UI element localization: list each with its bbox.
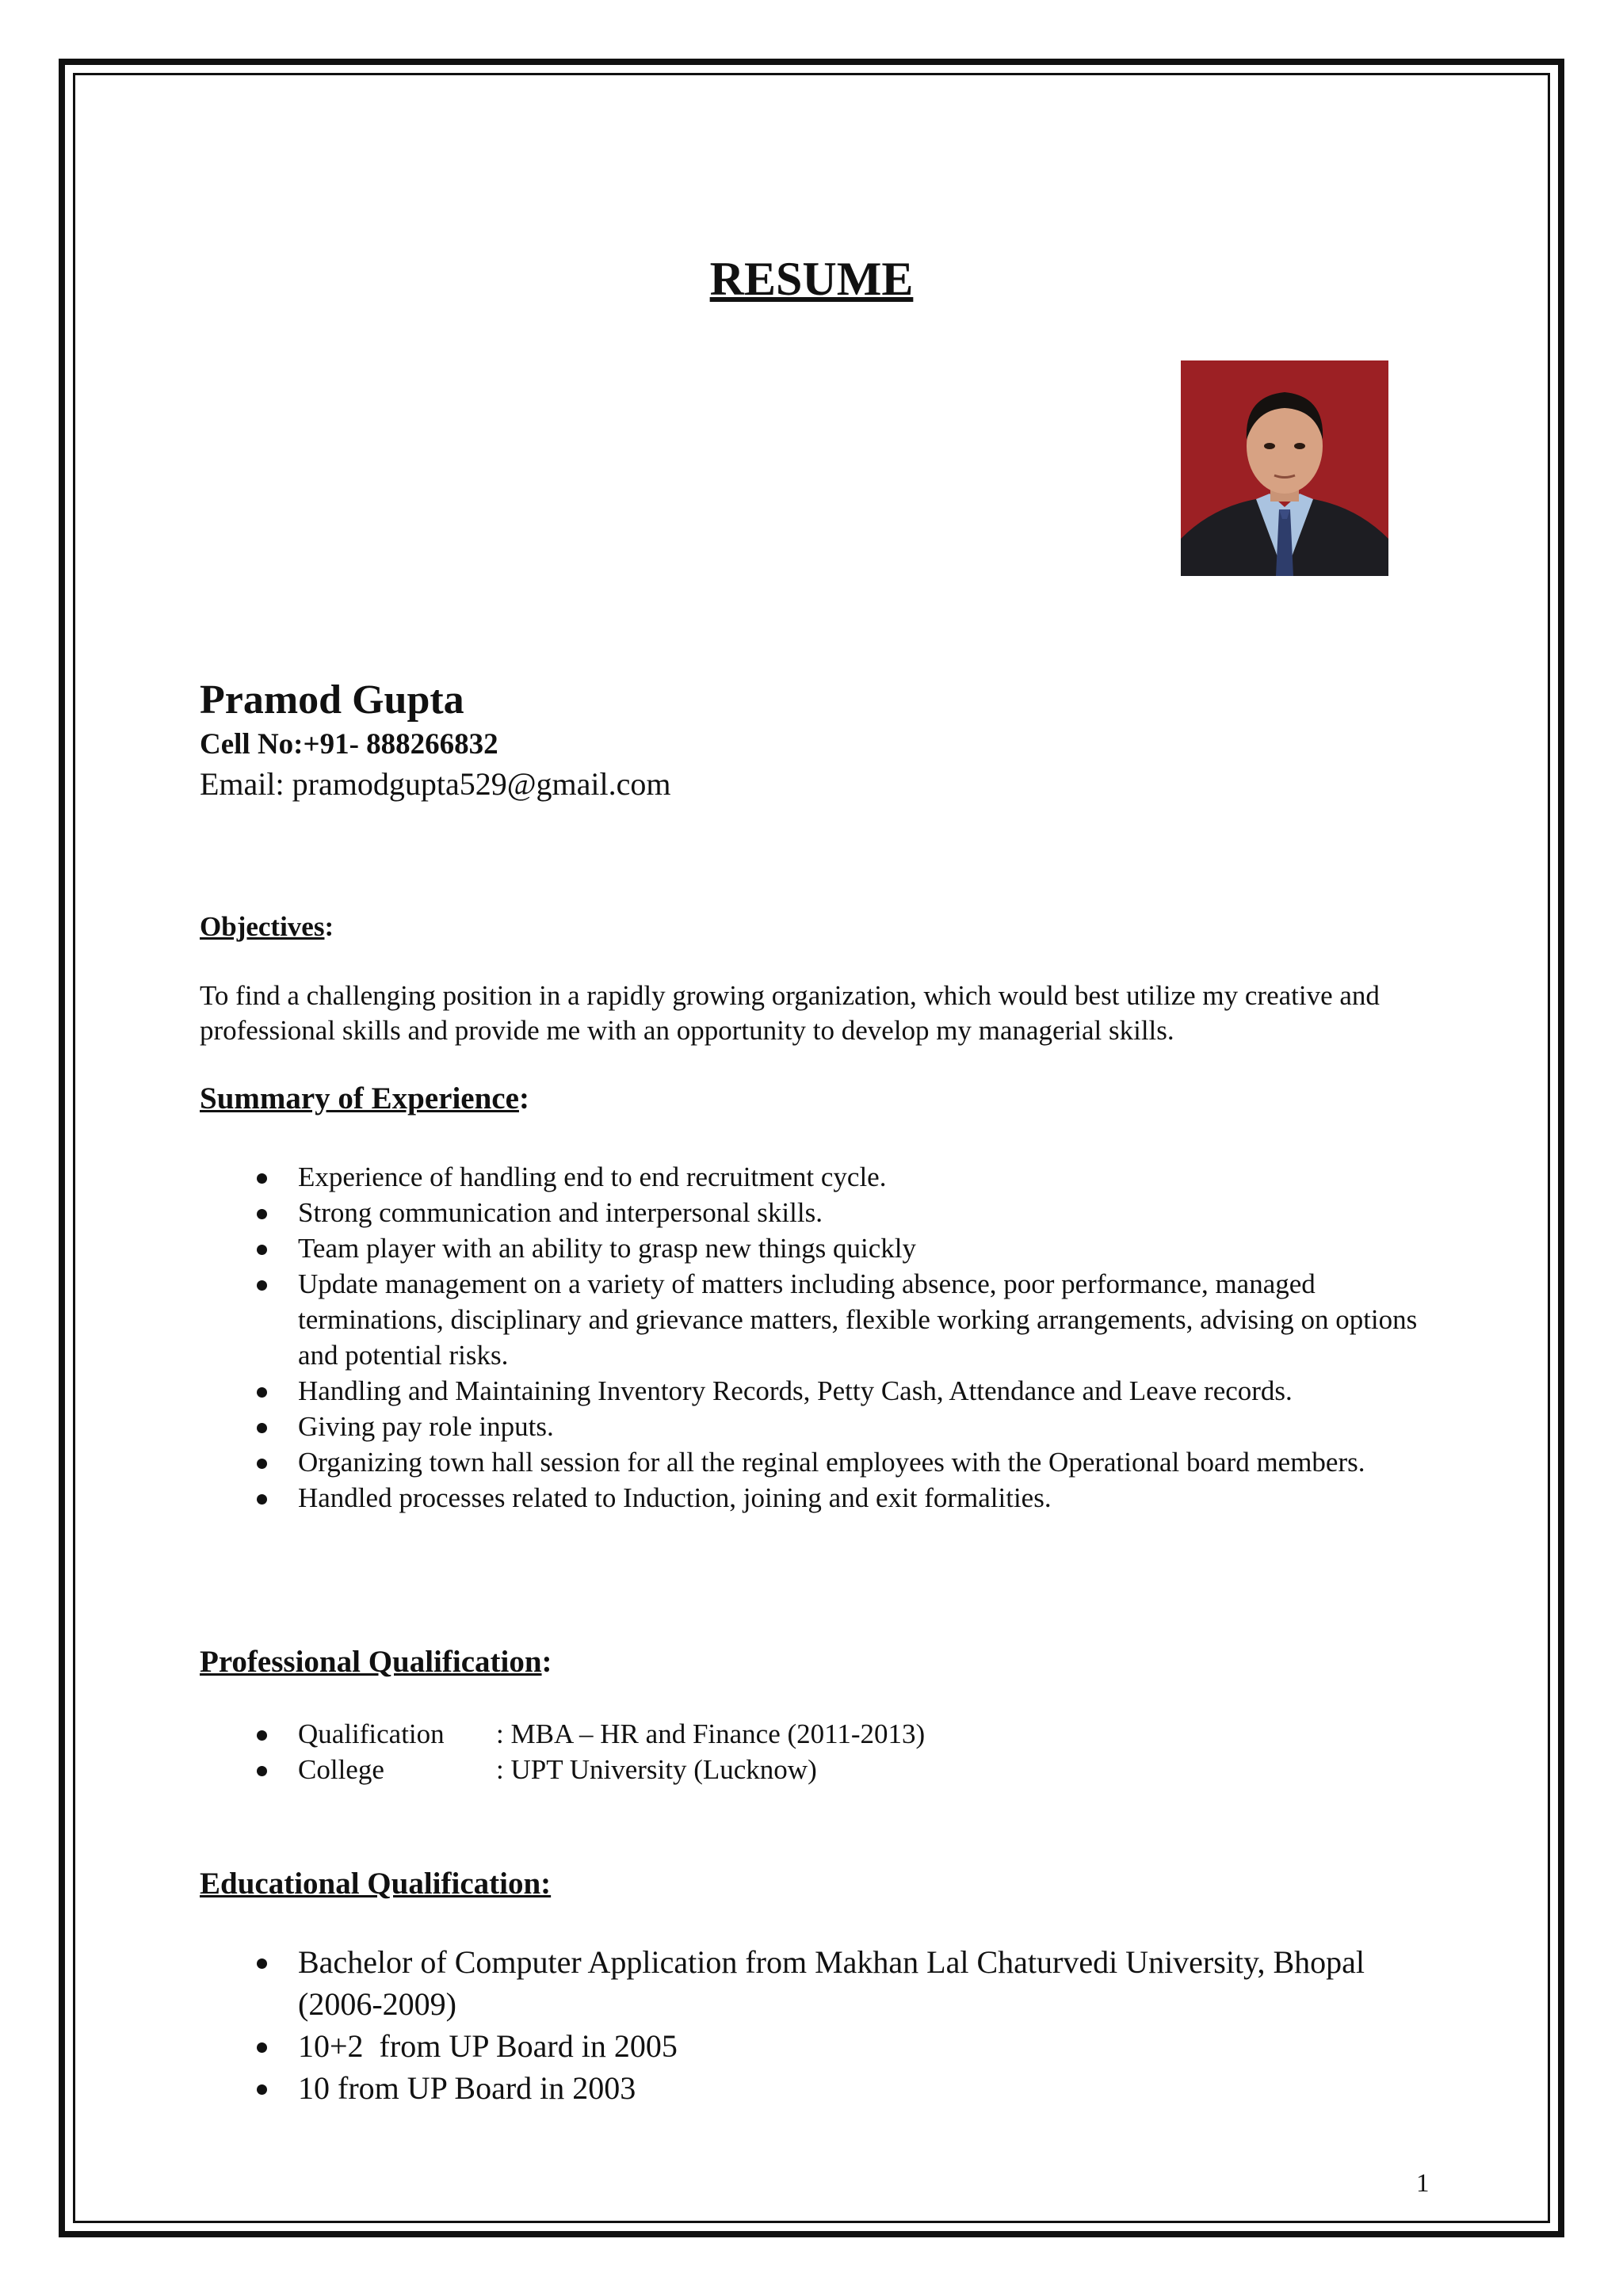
professional-heading-text: Professional Qualification (200, 1645, 542, 1679)
experience-heading-colon: : (518, 1081, 529, 1116)
experience-heading (200, 1081, 529, 1116)
list-item (298, 1716, 1439, 1752)
qualification-value: : MBA – HR and Finance (2011-2013) (496, 1718, 926, 1749)
list-item: Handled processes related to Induction, joining and exit formalities. (298, 1480, 1534, 1516)
list-item: 10+2 from UP Board in 2005 (298, 2025, 1439, 2067)
list-item: Handling and Maintaining Inventory Records, Petty Cash, Attendance and Leave records. (298, 1373, 1534, 1409)
educational-heading-text: Educational Qualification: (200, 1867, 552, 1901)
profile-photo (1181, 360, 1388, 576)
experience-heading-text: Summary of Experience (200, 1081, 519, 1116)
email-address: Email: pramodgupta529@gmail.com (200, 766, 671, 802)
list-item: Bachelor of Computer Application from Makhan Lal Chaturvedi University, Bhopal (2006-2009) (298, 1941, 1439, 2025)
professional-list (200, 1716, 1439, 1787)
cell-number: Cell No:+91- 888266832 (200, 728, 498, 761)
qualification-label: Qualification (298, 1718, 445, 1749)
professional-heading-colon: : (541, 1645, 552, 1679)
educational-list (200, 1941, 1439, 2109)
objectives-heading-text: Objectives (200, 911, 325, 942)
college-value: : UPT University (Lucknow) (496, 1754, 817, 1785)
list-item: Update management on a variety of matters including absence, poor performance, managed terminations, disciplinary and grievance matters, flexible working arrangements, advising on options and potential risks. (298, 1266, 1439, 1373)
candidate-name: Pramod Gupta (200, 677, 464, 723)
profile-photo-illustration (1181, 360, 1388, 576)
list-item: Strong communication and interpersonal skills. (298, 1195, 1534, 1230)
experience-list (200, 1159, 1534, 1516)
list-item (298, 1752, 1439, 1787)
educational-heading (200, 1866, 551, 1901)
professional-heading (200, 1644, 552, 1680)
list-item: Team player with an ability to grasp new things quickly (298, 1230, 1534, 1266)
list-item: 10 from UP Board in 2003 (298, 2067, 1439, 2109)
list-item: Experience of handling end to end recruitment cycle. (298, 1159, 1534, 1195)
page-number: 1 (1416, 2169, 1430, 2198)
objectives-heading (200, 911, 334, 943)
objectives-heading-colon: : (324, 911, 334, 942)
college-label: College (298, 1754, 384, 1785)
list-item: Organizing town hall session for all the reginal employees with the Operational board members. (298, 1444, 1439, 1480)
objectives-text: To find a challenging position in a rapidly growing organization, which would best utilize my creative and professional skills and provide me with an opportunity to develop my managerial skills. (200, 980, 1380, 1046)
resume-title: RESUME (709, 253, 914, 305)
list-item: Giving pay role inputs. (298, 1409, 1534, 1444)
